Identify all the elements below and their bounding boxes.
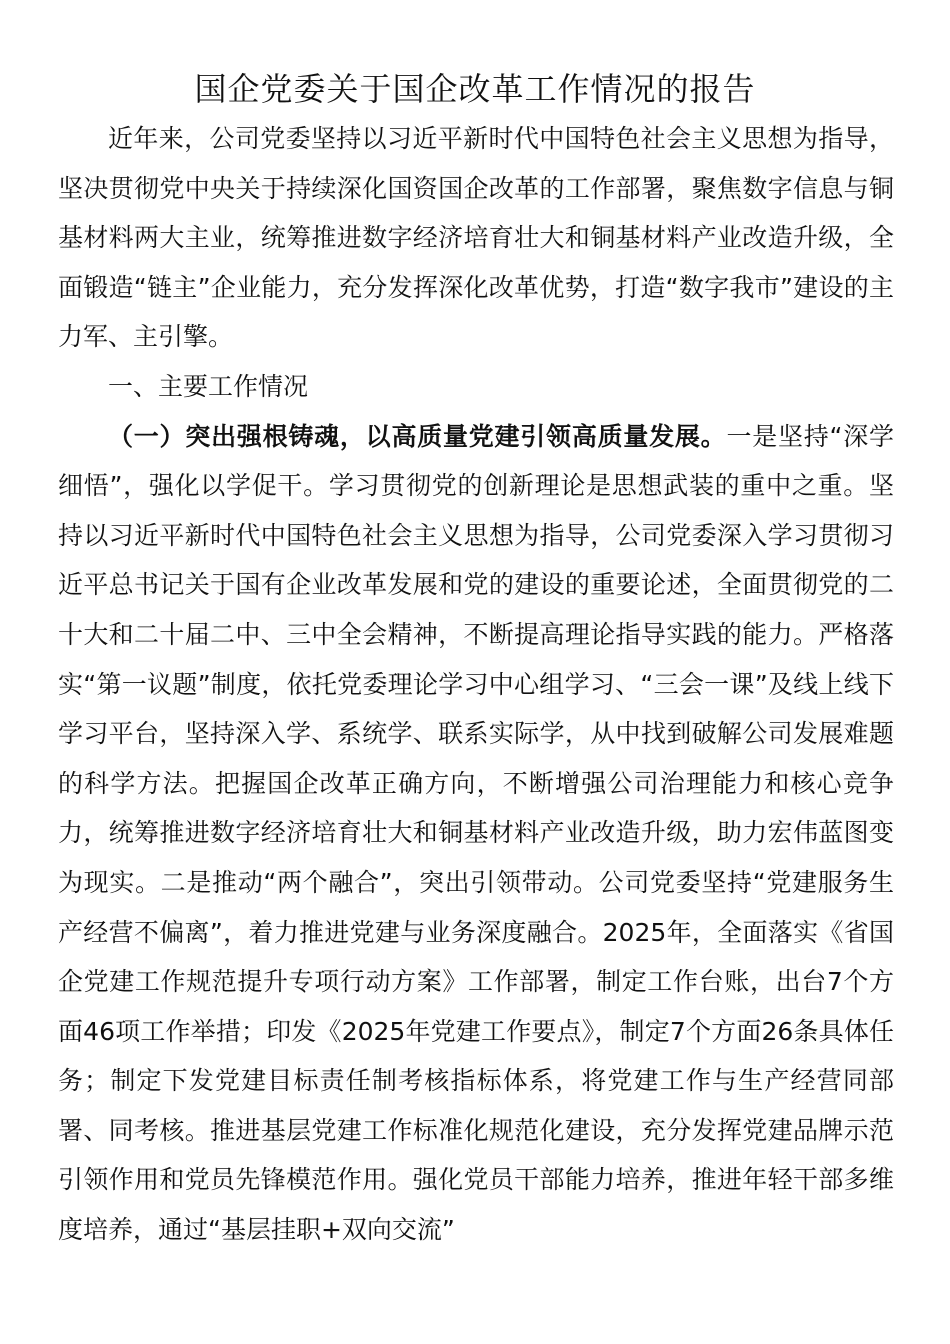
section-heading: 一、主要工作情况	[108, 371, 309, 401]
document-body	[58, 114, 894, 1255]
intro-paragraph: 近年来，公司党委坚持以习近平新时代中国特色社会主义思想为指导，坚决贯彻党中央关于持续深化国资国企改革的工作部署，聚焦数字信息与铜基材料两大主业，统筹推进数字经济培育壮大和铜基材料产业改造升级，全面锻造“链主”企业能力，充分发挥深化改革优势，打造“数字我市”建设的主力军、主引擎。	[58, 124, 894, 352]
subsection-paragraph	[58, 412, 894, 1255]
subsection-heading: （一）突出强根铸魂，以高质量党建引领高质量发展。	[108, 421, 727, 451]
document-title: 国企党委关于国企改革工作情况的报告	[194, 70, 756, 108]
subsection-body: 一是坚持“深学细悟”，强化以学促干。学习贯彻党的创新理论是思想武装的重中之重。坚持以习近平新时代中国特色社会主义思想为指导，公司党委深入学习贯彻习近平总书记关于国有企业改革发展和党的建设的重要论述，全面贯彻党的二十大和二十届二中、三中全会精神，不断提高理论指导实践的能力。严格落实“第一议题”制度，依托党委理论学习中心组学习、“三会一课”及线上线下学习平台，坚持深入学、系统学、联系实际学，从中找到破解公司发展难题的科学方法。把握国企改革正确方向，不断增强公司治理能力和核心竞争力，统筹推进数字经济培育壮大和铜基材料产业改造升级，助力宏伟蓝图变为现实。二是推动“两个融合”，突出引领带动。公司党委坚持“党建服务生产经营不偏离”，着力推进党建与业务深度融合。2025年，全面落实《省国企党建工作规范提升专项行动方案》工作部署，制定工作台账，出台7个方面46项工作举措；印发《2025年党建工作要点》，制定7个方面26条具体任务；制定下发党建目标责任制考核指标体系，将党建工作与生产经营同部署、同考核。推进基层党建工作标准化规范化建设，充分发挥党建品牌示范引领作用和党员先锋模范作用。强化党员干部能力培养，推进年轻干部多维度培养，通过“基层挂职+双向交流”	[58, 421, 894, 1245]
